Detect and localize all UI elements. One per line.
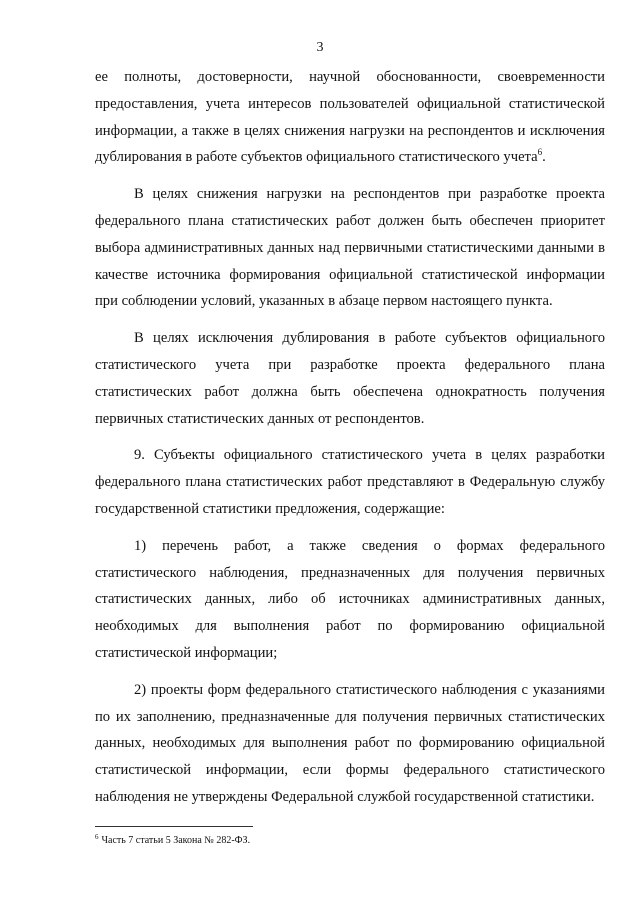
page-number: 3 xyxy=(316,40,324,55)
paragraph-1-end: . xyxy=(542,149,546,166)
footnote-text: Часть 7 статьи 5 Закона № 282-ФЗ. xyxy=(101,835,251,846)
footnote xyxy=(95,834,605,847)
footnote-reference[interactable]: 6 xyxy=(537,147,543,158)
paragraph-1 xyxy=(95,64,605,171)
paragraph-subitem-2: 2) проекты форм федерального статистического наблюдения с указаниями по их заполнению, предназначенные для получения первичных статистических данных, необходимых для выполнения работ по формированию официальной статистической информации, если формы федерального статистического наблюдения не утверждены Федеральной службой государственной статистики. xyxy=(95,681,605,805)
paragraph-item-9: 9. Субъекты официального статистического учета в целях разработки федерального плана статистических работ представляют в Федеральную службу государственной статистики предложения, содержащие: xyxy=(95,447,605,517)
paragraph-2: В целях снижения нагрузки на респондентов при разработке проекта федерального плана статистических работ должен быть обеспечен приоритет выбора административных данных над первичными статистическими данными в качестве источника формирования официальной статистической информации при соблюдении условий, указанных в абзаце первом настоящего пункта. xyxy=(95,186,605,310)
paragraph-subitem-1: 1) перечень работ, а также сведения о формах федерального статистического наблюдения, предназначенных для получения первичных статистических данных, либо об источниках административных данных, необходимых для выполнения работ по формированию официальной статистической информации; xyxy=(95,537,605,661)
footnote-divider xyxy=(95,826,253,827)
body-text xyxy=(95,64,605,821)
paragraph-3: В целях исключения дублирования в работе субъектов официального статистического учета при разработке проекта федерального плана статистических работ должна быть обеспечена однократность получения первичных статистических данных от респондентов. xyxy=(95,330,605,427)
footnote-marker: 6 xyxy=(95,832,99,841)
paragraph-1-text: ее полноты, достоверности, научной обоснованности, своевременности предоставления, учета интересов пользователей официальной статистической информации, а также в целях снижения нагрузки на респондентов и исключения дублирования в работе субъектов официального статистического учета xyxy=(95,69,605,166)
